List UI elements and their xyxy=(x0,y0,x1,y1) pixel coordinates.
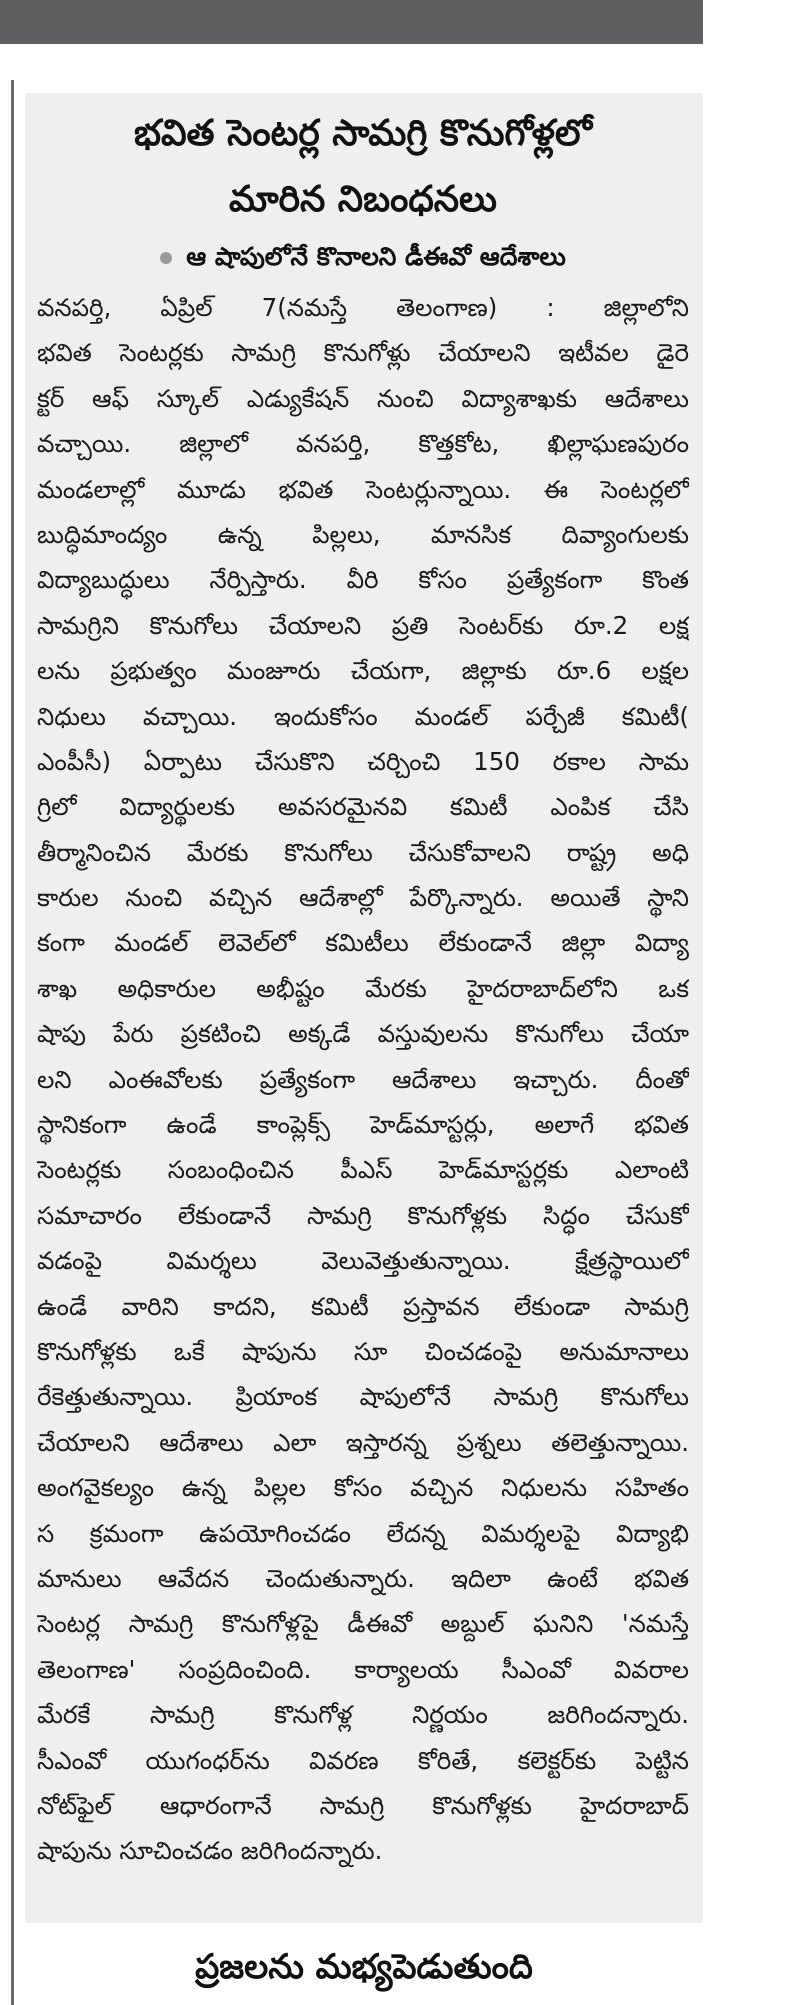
body-line: అంగవైకల్యం ఉన్న పిల్లల కోసం వచ్చిన నిధులను సహితం xyxy=(37,1473,689,1503)
body-line: భవిత సెంటర్లకు సామగ్రి కొనుగోళ్లు చేయాలని ఇటీవల డైరె xyxy=(37,338,689,368)
body-line: షాపు పేరు ప్రకటించి అక్కడే వస్తువులను కొనుగోలు చేయా xyxy=(37,1019,689,1049)
headline-line-2: మారిన నిబంధనలు xyxy=(229,179,497,220)
body-line: ఎంపీసీ) ఏర్పాటు చేసుకొని చర్చించి 150 రకాల సామ xyxy=(37,746,689,776)
body-line: వడంపై విమర్శలు వెలువెత్తుతున్నాయి. క్షేత్రస్థాయిలో xyxy=(37,1246,689,1276)
body-line: రేకెత్తుతున్నాయి. ప్రియాంక షాపులోనే సామగ్రి కొనుగోలు xyxy=(37,1382,689,1412)
subheadline-text: ఆ షాపులోనే కొనాలని డీఈవో ఆదేశాలు xyxy=(186,242,566,271)
headline xyxy=(37,101,689,233)
body-line: వచ్చాయి. జిల్లాలో వనపర్తి, కొత్తకోట, ఖిల్లాఘణపురం xyxy=(37,429,689,459)
body-line: గ్రిలో విద్యార్థులకు అవసరమైనవి కమిటీ ఎంపిక చేసి xyxy=(37,792,689,822)
bullet-icon xyxy=(160,252,172,264)
body-line: సీఎంవో యుగంధర్‌ను వివరణ కోరితే, కలెక్టర్‌కు పెట్టిన xyxy=(37,1745,689,1775)
body-line: వనపర్తి, ఏప్రిల్ 7(నమస్తే తెలంగాణ) : జిల్లాలోని xyxy=(37,293,689,322)
body-line: నోట్‌ఫైల్ ఆధారంగానే సామగ్రి కొనుగోళ్లకు హైదరాబాద్ xyxy=(37,1790,689,1820)
body-line: స క్రమంగా ఉపయోగించడం లేదన్న విమర్శలపై విద్యాభి xyxy=(37,1518,689,1548)
next-article-headline: ప్రజలను మభ్యపెడుతుంది xyxy=(195,1947,533,1987)
body-line: కారుల నుంచి వచ్చిన ఆదేశాల్లో పేర్కొన్నారు. అయితే స్థాని xyxy=(37,883,689,913)
article-body xyxy=(37,285,689,1874)
body-line: శాఖ అధికారుల అభీష్టం మేరకు హైదరాబాద్‌లోని ఒక xyxy=(37,973,689,1003)
body-line: సెంటర్లకు సంబంధించిన పీఎస్ హెడ్‌మాస్టర్లకు ఎలాంటి xyxy=(37,1155,689,1185)
body-line: నిధులు వచ్చాయి. ఇందుకోసం మండల్ పర్చేజీ కమిటీ( xyxy=(37,701,689,731)
body-line: లను ప్రభుత్వం మంజూరు చేయగా, జిల్లాకు రూ.6 లక్షల xyxy=(37,656,689,686)
body-line: మండలాల్లో మూడు భవిత సెంటర్లున్నాయి. ఈ సెంటర్లలో xyxy=(37,474,689,504)
news-clipping xyxy=(25,93,703,1923)
body-line: లని ఎంఈవోలకు ప్రత్యేకంగా ఆదేశాలు ఇచ్చారు. దీంతో xyxy=(37,1064,689,1094)
body-line: షాపును సూచించడం జరిగిందన్నారు. xyxy=(37,1836,383,1866)
body-line: కొనుగోళ్లకు ఒకే షాపును సూ చించడంపై అనుమానాలు xyxy=(37,1336,689,1366)
body-line: సమాచారం లేకుండానే సామగ్రి కొనుగోళ్లకు సిద్ధం చేసుకో xyxy=(37,1200,689,1230)
body-line: సామగ్రిని కొనుగోలు చేయాలని ప్రతి సెంటర్‌కు రూ.2 లక్ష xyxy=(37,610,689,640)
body-line: సెంటర్ల సామగ్రి కొనుగోళ్లపై డీఈవో అబ్దుల్ ఘనిని 'నమస్తే xyxy=(37,1609,689,1639)
body-line: మానులు ఆవేదన చెందుతున్నారు. ఇదిలా ఉంటే భవిత xyxy=(37,1563,689,1593)
body-line: బుద్ధిమాంద్యం ఉన్న పిల్లలు, మానసిక దివ్యాంగులకు xyxy=(37,519,689,549)
body-line: కంగా మండల్ లెవెల్‌లో కమిటీలు లేకుండానే జిల్లా విద్యా xyxy=(37,928,689,958)
body-line: క్టర్ ఆఫ్ స్కూల్ ఎడ్యుకేషన్ నుంచి విద్యాశాఖకు ఆదేశాలు xyxy=(37,383,689,413)
body-line: స్థానికంగా ఉండే కాంప్లెక్స్ హెడ్‌మాస్టర్లు, అలాగే భవిత xyxy=(37,1110,689,1140)
body-line: చేయాలని ఆదేశాలు ఎలా ఇస్తారన్న ప్రశ్నలు తలెత్తున్నాయి. xyxy=(37,1427,689,1457)
subheadline xyxy=(37,237,689,277)
column-rule xyxy=(11,80,14,2005)
headline-line-1: భవిత సెంటర్ల సామగ్రి కొనుగోళ్లలో xyxy=(133,113,593,154)
top-bar xyxy=(0,0,703,44)
body-line: ఉండే వారిని కాదని, కమిటీ ప్రస్తావన లేకుండా సామగ్రి xyxy=(37,1291,689,1321)
body-line: తెలంగాణ' సంప్రదించింది. కార్యాలయ సీఎంవో వివరాల xyxy=(37,1654,689,1684)
body-line: తీర్మానించిన మేరకు కొనుగోలు చేసుకోవాలని రాష్ట్ర అధి xyxy=(37,837,689,867)
body-line: విద్యాబుద్ధులు నేర్పిస్తారు. వీరి కోసం ప్రత్యేకంగా కొంత xyxy=(37,565,689,595)
body-line: మేరకే సామగ్రి కొనుగోళ్ల నిర్ణయం జరిగిందన్నారు. xyxy=(37,1700,689,1730)
